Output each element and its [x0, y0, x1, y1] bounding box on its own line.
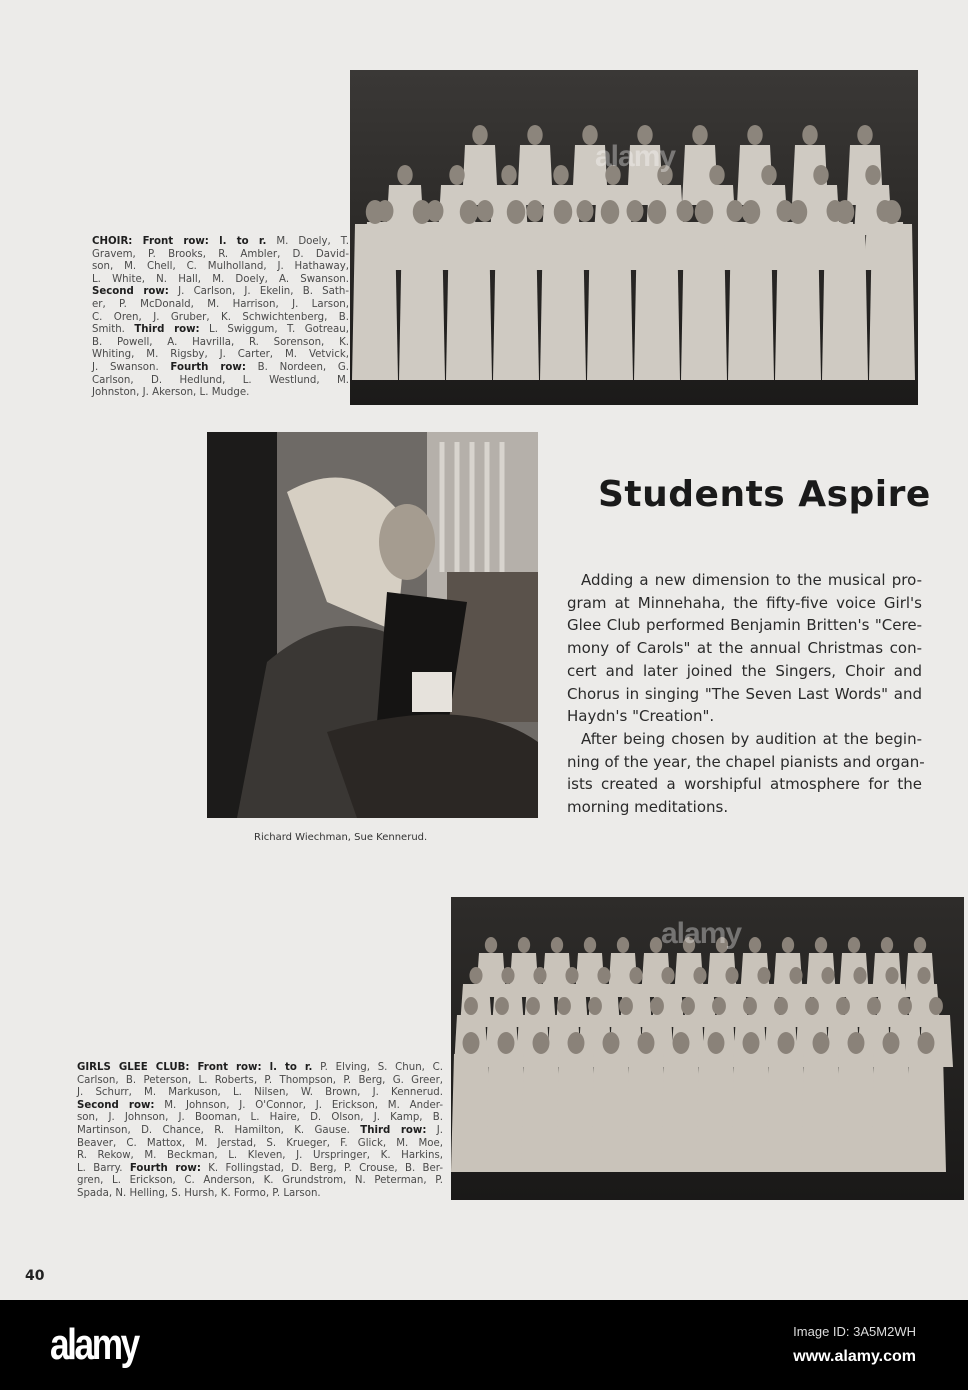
- figure-head: [836, 200, 854, 224]
- figure-head: [648, 200, 666, 224]
- caption-names: Martinson, D. Chance, R. Hamilton, K. Gause.: [77, 1124, 361, 1136]
- figure-head: [650, 997, 664, 1015]
- figure-head: [757, 967, 770, 984]
- figure-robe: [822, 224, 868, 380]
- caption-line: [77, 1150, 443, 1163]
- figure-head: [629, 967, 642, 984]
- figure-head: [848, 937, 860, 953]
- figure-head: [485, 937, 497, 953]
- watermark: alamy: [595, 140, 676, 173]
- caption-names: L. Swiggum, T. Gotreau,: [199, 324, 349, 336]
- figure-head: [743, 1032, 760, 1054]
- caption-line: [92, 324, 349, 337]
- figure-head: [805, 997, 819, 1015]
- figure-head: [883, 1032, 900, 1054]
- caption-names: Beaver, C. Mattox, M. Jerstad, S. Krueger, F. Glick, M. Moe,: [77, 1137, 443, 1149]
- caption-names: J. Swanson.: [92, 361, 171, 373]
- figure-head: [865, 165, 880, 185]
- caption-names: C. Oren, J. Gruber, K. Schwichtenberg, B.: [92, 311, 349, 323]
- figure-head: [898, 997, 912, 1015]
- caption-line: [92, 249, 349, 262]
- figure-robe: [587, 224, 633, 380]
- caption-names: J. Schurr, M. Markuson, L. Nilsen, W. Brown, J. Kennerud.: [77, 1087, 443, 1099]
- figure-robe: [451, 1054, 491, 1172]
- body-line: Adding a new dimension to the musical pro-: [581, 571, 922, 589]
- caption-line: [77, 1075, 443, 1088]
- figure-head: [554, 200, 572, 224]
- figure-robe: [493, 224, 539, 380]
- body-line: Haydn's "Creation".: [567, 707, 715, 726]
- figure-robe: [801, 1054, 841, 1172]
- caption-names: gren, L. Erickson, C. Anderson, K. Grundstrom, N. Peterman, P.: [77, 1175, 443, 1187]
- figure-robe: [626, 1054, 666, 1172]
- figure-robe: [871, 1054, 911, 1172]
- figure-head: [853, 967, 866, 984]
- figure-head: [727, 200, 744, 222]
- figure-head: [477, 200, 494, 222]
- figure-head: [518, 937, 530, 953]
- caption-names: J.: [426, 1124, 444, 1136]
- caption-names: Carlson, D. Hedlund, L. Westlund, M.: [92, 374, 349, 386]
- figure-head: [526, 997, 540, 1015]
- figure-head: [782, 937, 794, 953]
- figure-head: [725, 967, 738, 984]
- caption-row-label: Second row:: [77, 1099, 155, 1111]
- caption-names: son, M. Chell, C. Mulholland, J. Hathaway,: [92, 261, 349, 273]
- caption-names: L. White, N. Hall, M. Doely, A. Swanson.: [92, 273, 349, 285]
- figure-robe: [869, 224, 915, 380]
- caption-names: Gravem, P. Brooks, R. Ambler, D. David-: [92, 248, 349, 260]
- body-line: ists created a worshipful atmosphere for the: [567, 775, 922, 794]
- page-title: Students Aspire: [598, 474, 931, 515]
- figure-head: [597, 967, 610, 984]
- figure-robe: [540, 224, 586, 380]
- caption-line: [92, 286, 349, 299]
- page-number: 40: [25, 1268, 45, 1284]
- figure-robe: [486, 1054, 526, 1172]
- caption-row-label: Third row:: [134, 324, 200, 336]
- figure-robe: [446, 224, 492, 380]
- figure-head: [469, 967, 482, 984]
- caption-names: B. Nordeen, G.: [245, 361, 349, 373]
- choir-photo: [350, 70, 918, 405]
- caption-names: Spada, N. Helling, S. Hursh, K. Formo, P. Larson.: [77, 1187, 321, 1199]
- figure-robe: [634, 224, 680, 380]
- caption-line: [92, 387, 349, 400]
- figure-head: [881, 937, 893, 953]
- caption-names: Smith.: [92, 324, 135, 336]
- alamy-logo: alamy: [50, 1320, 138, 1369]
- caption-line: [77, 1163, 443, 1176]
- figure-head: [553, 165, 568, 185]
- figure-head: [857, 125, 872, 145]
- caption-line: [92, 337, 349, 350]
- caption-names: M. Doely, T.: [266, 236, 349, 247]
- caption-line: [77, 1062, 443, 1075]
- figure-head: [778, 1032, 795, 1054]
- figure-head: [533, 967, 546, 984]
- figure-head: [742, 200, 760, 224]
- figure-head: [821, 967, 834, 984]
- figure-head: [533, 1032, 550, 1054]
- caption-names: L. Barry.: [77, 1162, 130, 1174]
- figure-head: [815, 937, 827, 953]
- figure-head: [747, 125, 762, 145]
- figure-head: [584, 937, 596, 953]
- figure-head: [638, 1032, 655, 1054]
- caption-line: [77, 1100, 443, 1113]
- body-line: After being chosen by audition at the begin-: [581, 729, 922, 748]
- figure-head: [498, 1032, 515, 1054]
- caption-line: [92, 375, 349, 388]
- figure-head: [867, 997, 881, 1015]
- figure-head: [802, 125, 817, 145]
- photo-caption: Richard Wiechman, Sue Kennerud.: [254, 832, 428, 843]
- figure-robe: [731, 1054, 771, 1172]
- figure-head: [501, 165, 516, 185]
- caption-row-label: CHOIR: Front row: l. to r.: [92, 236, 267, 247]
- figure-head: [366, 200, 384, 224]
- caption-names: P. Elving, S. Chun, C.: [312, 1062, 443, 1073]
- figure-head: [914, 937, 926, 953]
- figure-head: [603, 1032, 620, 1054]
- figure-head: [743, 997, 757, 1015]
- stock-banner: [0, 1300, 968, 1390]
- figure-robe: [766, 1054, 806, 1172]
- body-line: ning of the year, the chapel pianists and organ-: [567, 752, 925, 771]
- caption-line: [77, 1138, 443, 1151]
- figure-head: [677, 200, 694, 222]
- figure-head: [918, 1032, 935, 1054]
- figure-head: [789, 967, 802, 984]
- organ-photo: [207, 432, 538, 818]
- watermark: alamy: [661, 917, 742, 950]
- figure-head: [813, 165, 828, 185]
- figure-head: [460, 200, 478, 224]
- caption-names: R. Rekow, M. Beckman, L. Kleven, J. Urspringer, K. Harkins,: [77, 1150, 443, 1162]
- figure-head: [774, 997, 788, 1015]
- figure-head: [568, 1032, 585, 1054]
- figure-head: [495, 997, 509, 1015]
- figure-head: [601, 200, 619, 224]
- figure-head: [692, 125, 707, 145]
- figure-head: [709, 165, 724, 185]
- figure-head: [464, 997, 478, 1015]
- figure-head: [397, 165, 412, 185]
- body-line: cert and later joined the Singers, Choir and: [567, 661, 922, 680]
- image-id: Image ID: 3A5M2WH: [793, 1324, 916, 1339]
- caption-line: [77, 1125, 443, 1138]
- figure-robe: [696, 1054, 736, 1172]
- caption-names: M. Johnson, J. O'Connor, J. Erickson, M. Ander-: [154, 1099, 443, 1111]
- figure-head: [551, 937, 563, 953]
- figure-head: [627, 200, 644, 222]
- figure-robe: [728, 224, 774, 380]
- body-line: morning meditations.: [567, 798, 729, 817]
- figure-robe: [661, 1054, 701, 1172]
- figure-head: [501, 967, 514, 984]
- figure-head: [917, 967, 930, 984]
- caption-names: son, J. Johnson, J. Booman, L. Haire, D. Olson, J. Kamp, B.: [77, 1112, 443, 1124]
- figure-head: [712, 997, 726, 1015]
- figure-head: [619, 997, 633, 1015]
- figure-head: [681, 997, 695, 1015]
- glee-club-caption: [77, 1062, 443, 1201]
- figure-head: [557, 997, 571, 1015]
- figure-head: [472, 125, 487, 145]
- figure-head: [507, 200, 525, 224]
- caption-names: J. Carlson, J. Ekelin, B. Sath-: [168, 286, 349, 298]
- caption-row-label: Second row:: [92, 286, 169, 298]
- figure-robe: [352, 224, 398, 380]
- figure-robe: [591, 1054, 631, 1172]
- figure-head: [413, 200, 431, 224]
- caption-row-label: GIRLS GLEE CLUB: Front row: l. to r.: [77, 1062, 313, 1073]
- figure-head: [813, 1032, 830, 1054]
- caption-row-label: Fourth row:: [170, 361, 246, 373]
- caption-line: [92, 261, 349, 274]
- figure-head: [848, 1032, 865, 1054]
- figure-head: [708, 1032, 725, 1054]
- caption-line: [77, 1112, 443, 1125]
- figure-head: [588, 997, 602, 1015]
- figure-head: [761, 165, 776, 185]
- caption-line: [92, 274, 349, 287]
- caption-line: [92, 299, 349, 312]
- caption-names: Johnston, J. Akerson, L. Mudge.: [92, 387, 250, 399]
- figure-robe: [906, 1054, 946, 1172]
- body-line: mony of Carols" at the annual Christmas con-: [567, 639, 922, 658]
- body-line: gram at Minnehaha, the fifty-five voice Girl's: [567, 593, 922, 612]
- caption-line: [77, 1175, 443, 1188]
- site-url[interactable]: www.alamy.com: [793, 1348, 916, 1365]
- figure-head: [527, 125, 542, 145]
- figure-head: [693, 967, 706, 984]
- caption-names: Carlson, B. Peterson, L. Roberts, P. Thompson, P. Berg, G. Greer,: [77, 1074, 443, 1086]
- caption-names: K. Follingstad, D. Berg, P. Crouse, B. Ber-: [200, 1162, 444, 1174]
- figure-head: [885, 967, 898, 984]
- figure-robe: [681, 224, 727, 380]
- figure-robe: [836, 1054, 876, 1172]
- figure-head: [527, 200, 544, 222]
- figure-head: [565, 967, 578, 984]
- article-body: [567, 569, 925, 819]
- caption-line: [92, 312, 349, 325]
- figure-head: [929, 997, 943, 1015]
- caption-names: Whiting, M. Rigsby, J. Carter, M. Vetvick,: [92, 349, 349, 361]
- figure-head: [749, 937, 761, 953]
- caption-names: B. Powell, A. Havrilla, R. Sorenson, K.: [92, 336, 349, 348]
- choir-caption: [92, 236, 349, 400]
- caption-line: [77, 1087, 443, 1100]
- figure-robe: [521, 1054, 561, 1172]
- figure-head: [695, 200, 713, 224]
- figure-head: [661, 967, 674, 984]
- figure-head: [617, 937, 629, 953]
- caption-names: er, P. McDonald, M. Harrison, J. Larson,: [92, 298, 349, 310]
- caption-line: [92, 349, 349, 362]
- figure-robe: [556, 1054, 596, 1172]
- body-line: Glee Club performed Benjamin Britten's "Cere-: [567, 616, 922, 635]
- glee-club-photo: [451, 897, 964, 1200]
- figure-head: [836, 997, 850, 1015]
- caption-row-label: Fourth row:: [129, 1162, 201, 1174]
- figure-head: [883, 200, 901, 224]
- figure-head: [789, 200, 807, 224]
- caption-row-label: Third row:: [360, 1124, 427, 1136]
- figure-robe: [399, 224, 445, 380]
- figure-head: [463, 1032, 480, 1054]
- body-line: Chorus in singing "The Seven Last Words" and: [567, 684, 922, 703]
- caption-line: [92, 362, 349, 375]
- caption-line: [77, 1188, 443, 1201]
- figure-head: [577, 200, 594, 222]
- figure-robe: [775, 224, 821, 380]
- caption-line: [92, 236, 349, 249]
- figure-head: [673, 1032, 690, 1054]
- figure-head: [449, 165, 464, 185]
